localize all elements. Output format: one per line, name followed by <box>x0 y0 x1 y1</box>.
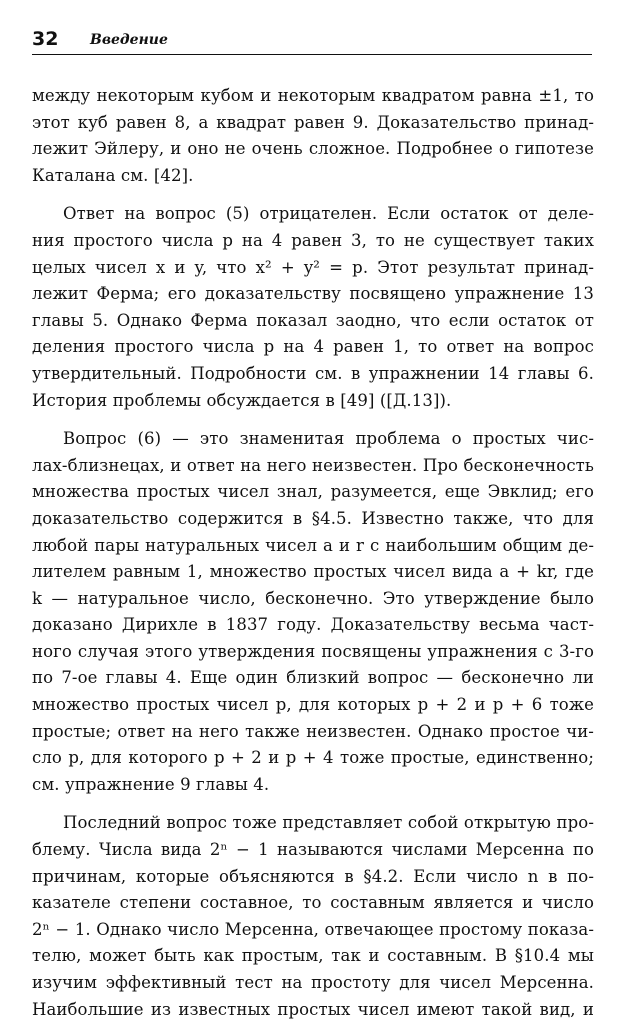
text-line: любой пары натуральных чисел a и r с наибольшим общим де- <box>32 535 594 555</box>
text-line: между некоторым кубом и некоторым квадратом равна ±1, то <box>32 86 594 105</box>
text-line: телю, может быть как простым, так и составным. В §10.4 мы <box>32 946 594 966</box>
text-line: доказательство содержится в §4.5. Известно также, что для <box>32 508 594 528</box>
text-line: изучим эффективный тест на простоту для чисел Мерсенна. <box>32 973 594 992</box>
text-line: казателе степени составное, то составным является и число <box>32 893 594 913</box>
text-line: этот куб равен 8, а квадрат равен 9. Доказательство принад- <box>32 112 594 132</box>
text-line: см. упражнение 9 главы 4. <box>32 774 270 794</box>
page-number: 32 <box>32 28 59 50</box>
paragraph-2 <box>32 201 594 414</box>
text-line: Последний вопрос тоже представляет собой открытую про- <box>63 813 594 833</box>
running-header <box>32 28 592 55</box>
text-line: деления простого числа p на 4 равен 1, то ответ на вопрос <box>32 337 594 357</box>
text-line: по 7-ое главы 4. Еще один близкий вопрос — бесконечно ли <box>32 668 594 688</box>
text-line: сло p, для которого p + 2 и p + 4 тоже простые, единственно; <box>32 748 594 768</box>
paragraph-1 <box>32 83 594 189</box>
text-line: множество простых чисел p, для которых p + 2 и p + 6 тоже <box>32 695 594 715</box>
running-title: Введение <box>90 32 168 48</box>
text-line: лежит Эйлеру, и оно не очень сложное. Подробнее о гипотезе <box>32 139 594 159</box>
text-line: лителем равным 1, множество простых чисел вида a + kr, где <box>32 562 594 582</box>
text-line: главы 5. Однако Ферма показал заодно, что если остаток от <box>32 310 594 330</box>
paragraph-4 <box>32 810 594 1023</box>
text-line: k — натуральное число, бесконечно. Это утверждение было <box>32 588 594 608</box>
text-line: блему. Числа вида 2ⁿ − 1 называются числами Мерсенна по <box>32 840 594 860</box>
text-line: лежит Ферма; его доказательству посвящено упражнение 13 <box>32 284 594 304</box>
text-line: Вопрос (6) — это знаменитая проблема о простых чис- <box>63 429 594 449</box>
text-line: причинам, которые объясняются в §4.2. Если число n в по- <box>32 866 594 886</box>
text-line: лах-близнецах, и ответ на него неизвестен. Про бесконечность <box>32 455 594 475</box>
text-line: История проблемы обсуждается в [49] ([Д.13]). <box>32 390 452 410</box>
text-line: простые; ответ на него также неизвестен. Однако простое чи- <box>32 721 594 741</box>
text-line: Каталана см. [42]. <box>32 165 194 185</box>
text-line: ния простого числа p на 4 равен 3, то не существует таких <box>32 230 594 250</box>
text-line: целых чисел x и y, что x² + y² = p. Этот результат принад- <box>32 257 594 277</box>
text-line: множества простых чисел знал, разумеется, еще Эвклид; его <box>32 482 594 502</box>
text-line: 2ⁿ − 1. Однако число Мерсенна, отвечающее простому показа- <box>32 919 594 939</box>
text-line: ного случая этого утверждения посвящены упражнения с 3-го <box>32 641 594 661</box>
paragraph-3 <box>32 426 594 798</box>
text-line: Ответ на вопрос (5) отрицателен. Если остаток от деле- <box>63 204 594 224</box>
text-line: утвердительный. Подробности см. в упражнении 14 главы 6. <box>32 363 594 383</box>
page-body <box>32 83 594 1035</box>
text-line: Наибольшие из известных простых чисел имеют такой вид, и <box>32 999 594 1019</box>
text-line: доказано Дирихле в 1837 году. Доказательству весьма част- <box>32 615 594 635</box>
